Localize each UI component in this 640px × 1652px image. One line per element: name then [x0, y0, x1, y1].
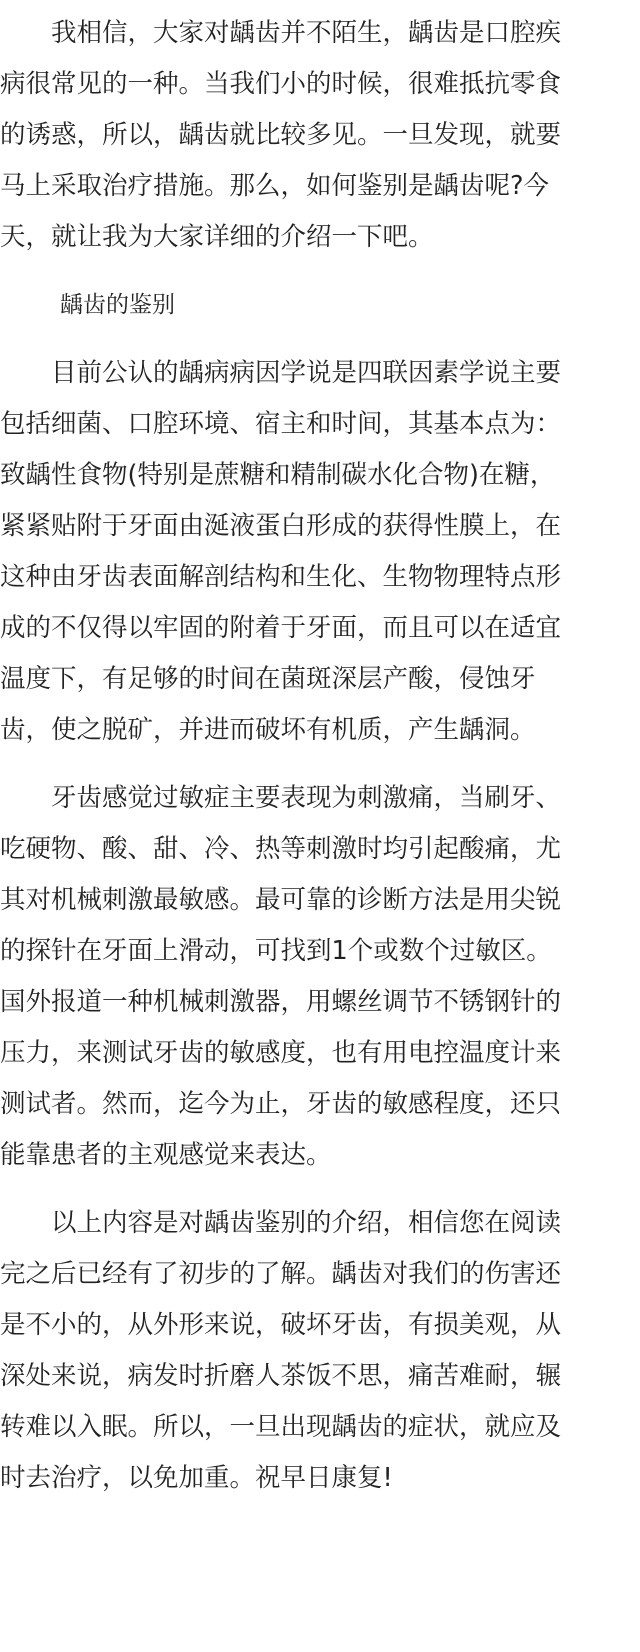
paragraph-gap: [0, 756, 602, 773]
text-line: 是不小的，从外形来说，破坏牙齿，有损美观，从: [0, 1310, 562, 1340]
text-line: 测试者。然而，迄今为止，牙齿的敏感程度，还只: [0, 1089, 562, 1119]
text-line: 这种由牙齿表面解剖结构和生化、生物物理特点形: [0, 562, 562, 592]
text-line: 我相信，大家对龋齿并不陌生，龋齿是口腔疾: [0, 18, 562, 48]
section-heading: [0, 280, 602, 331]
text-line: 时去治疗，以免加重。祝早日康复!: [0, 1463, 393, 1493]
text-line: 转难以入眠。所以，一旦出现龋齿的症状，就应及: [0, 1412, 562, 1442]
text-line: 天，就让我为大家详细的介绍一下吧。: [0, 222, 434, 252]
paragraph-cause: [0, 348, 602, 756]
paragraph-intro: [0, 8, 602, 263]
paragraph-gap: [0, 263, 602, 280]
text-line: 吃硬物、酸、甜、冷、热等刺激时均引起酸痛，尤: [0, 834, 562, 864]
text-line: 目前公认的龋病病因学说是四联因素学说主要: [0, 358, 562, 388]
text-line: 成的不仅得以牢固的附着于牙面，而且可以在适宜: [0, 613, 562, 643]
text-line: 的探针在牙面上滑动，可找到1个或数个过敏区。: [0, 936, 552, 966]
text-line: 牙齿感觉过敏症主要表现为刺激痛，当刷牙、: [0, 783, 562, 813]
paragraph-sensitivity: [0, 773, 602, 1181]
text-line: 完之后已经有了初步的了解。龋齿对我们的伤害还: [0, 1259, 562, 1289]
text-line: 马上采取治疗措施。那么，如何鉴别是龋齿呢?今: [0, 171, 550, 201]
text-line: 病很常见的一种。当我们小的时候，很难抵抗零食: [0, 69, 562, 99]
text-line: 国外报道一种机械刺激器，用螺丝调节不锈钢针的: [0, 987, 562, 1017]
text-line: 深处来说，病发时折磨人茶饭不思，痛苦难耐，辗: [0, 1361, 562, 1391]
text-line: 致龋性食物(特别是蔗糖和精制碳水化合物)在糖，: [0, 460, 556, 490]
paragraph-gap: [0, 1181, 602, 1198]
text-line: 压力，来测试牙齿的敏感度，也有用电控温度计来: [0, 1038, 562, 1068]
text-line: 能靠患者的主观感觉来表达。: [0, 1140, 332, 1170]
text-line: 温度下，有足够的时间在菌斑深层产酸，侵蚀牙: [0, 664, 536, 694]
text-line: 包括细菌、口腔环境、宿主和时间，其基本点为：: [0, 409, 562, 439]
paragraph-conclusion: [0, 1198, 602, 1504]
text-line: 以上内容是对龋齿鉴别的介绍，相信您在阅读: [0, 1208, 562, 1238]
paragraph-gap: [0, 331, 602, 348]
section-heading-text: 龋齿的鉴别: [60, 292, 175, 318]
text-line: 其对机械刺激最敏感。最可靠的诊断方法是用尖锐: [0, 885, 562, 915]
text-line: 的诱惑，所以，龋齿就比较多见。一旦发现，就要: [0, 120, 562, 150]
text-line: 紧紧贴附于牙面由涎液蛋白形成的获得性膜上，在: [0, 511, 562, 541]
text-line: 齿，使之脱矿，并进而破坏有机质，产生龋洞。: [0, 715, 536, 745]
